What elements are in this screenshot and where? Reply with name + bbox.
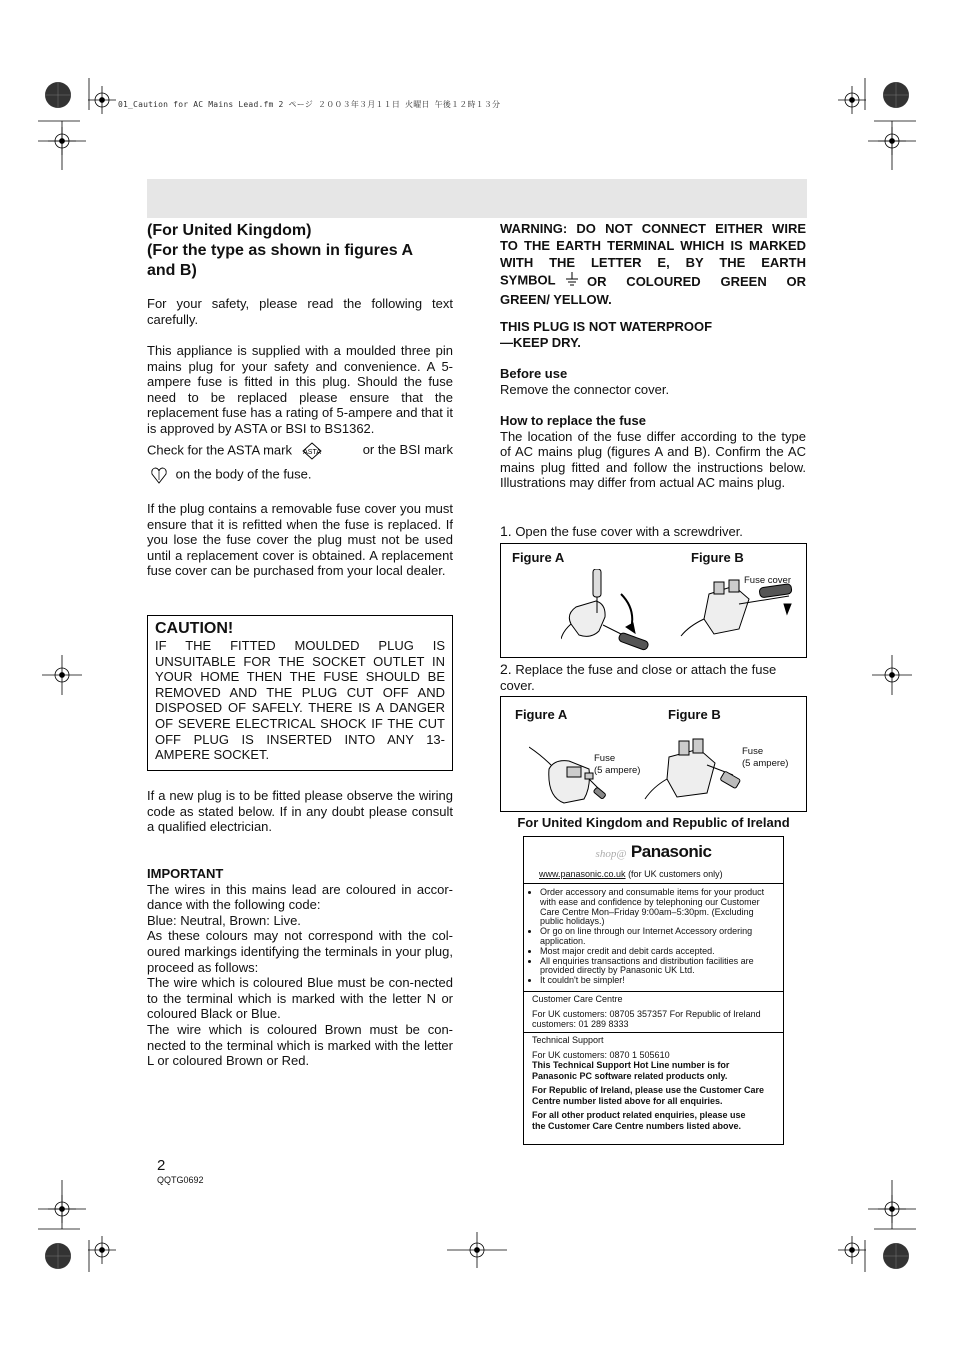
title-line: (For United Kingdom) [147,222,312,239]
shop-url-line [539,869,723,880]
shop-logo-prefix: shop@ [595,848,627,860]
file-header: 01_Caution for AC Mains Lead.fm 2 ページ ２００３年３月１１日 火曜日 午後１２時１３分 [118,100,501,109]
asta-check [147,442,453,460]
asta-check-mid: or the BSI mark [362,442,453,457]
caution-title: CAUTION! [155,620,234,637]
tech-bold-note: For all other product related enquiries, please use the Customer Care Centre numbers listed above. [532,1110,746,1131]
appliance-paragraph: This appliance is supplied with a moulded three pin mains plug for your safety and convenience. A 5-ampere fuse is fitted in this plug. Should the fuse need to be replaced please ensure that the replacement fuse has a rating of 5-ampere and that it is approved by ASTA or BSI to BS1362. [147,343,453,436]
asta-mark-icon [302,442,322,460]
shop-bullets-section [524,883,783,992]
document-code: QQTG0692 [157,1175,204,1185]
title-line: and B) [147,262,197,279]
shop-bullet: • It couldn't be simpler! [540,976,768,986]
warning-line: TO THE EARTH TERMINAL WHICH IS MARKED [500,238,806,253]
figure-box-open-cover [500,543,807,658]
important-text: As these colours may not correspond with the col-oured markings identifying the terminals in your plug, proceed as follows: [147,928,453,975]
care-heading: Customer Care Centre [532,994,623,1004]
figure-b-label: Figure B [668,707,721,722]
step-text: Replace the fuse and close or attach the fuse cover. [500,662,777,693]
fuse-label: Fuse [742,746,764,757]
technical-support-section [524,1032,783,1144]
step-text: Open the fuse cover with a screwdriver. [515,524,743,539]
svg-text:ASTA: ASTA [302,449,321,456]
plug-b-screwdriver-illustration [679,574,799,654]
figure-a-label: Figure A [512,550,565,565]
tech-heading: Technical Support [532,1035,604,1045]
replace-heading: How to replace the fuse [500,413,646,428]
important-text: The wire which is coloured Brown must be con-nected to the terminal which is marked with the letter L or coloured Brown or Red. [147,1021,453,1069]
figure-box-replace-fuse [500,696,807,812]
shop-url-note: (for UK customers only) [628,869,723,879]
caution-box [147,615,453,771]
page-number: 2 [157,1157,166,1174]
caution-text: IF THE FITTED MOULDED PLUG IS UNSUITABLE FOR THE SOCKET OUTLET IN YOUR HOME THEN THE FUSE SHOULD BE REMOVED AND THE PLUG CUT OFF AND DISPOSED OF SAFELY. THERE IS A DANGER OF SEVERE ELECTRICAL SHOCK IF THE CUT OFF PLUG IS INSERTED INTO ANY 13-AMPERE SOCKET. [155,638,445,763]
important-section [147,866,453,1069]
step-number: 1. [500,523,512,539]
safety-paragraph: For your safety, please read the following text carefully. [147,296,453,327]
important-text: The wires in this mains lead are coloured in accor-dance with the following code: [147,881,453,913]
tech-bold-note: This Technical Support Hot Line number is for Panasonic PC software related products only. [532,1060,730,1081]
fuse-rating: (5 ampere) [742,758,789,769]
before-use-heading: Before use [500,366,568,381]
header-band [147,179,807,218]
region-caption: For United Kingdom and Republic of Ireland [517,815,790,830]
important-text: Blue: Neutral, Brown: Live. [147,912,301,928]
warning-symbol-line [500,271,806,291]
warning-symbol-word: SYMBOL [500,272,556,288]
waterproof-line: —KEEP DRY. [500,334,581,350]
shop-panasonic-box [523,836,784,1145]
fuse-rating: (5 ampere) [594,765,641,776]
warning-line: GREEN/ YELLOW. [500,292,612,307]
customer-care-section [524,991,783,1032]
shop-bullet: • Most major credit and debit cards accepted. [540,947,768,957]
shop-bullet: • Order accessory and consumable items for your product with ease and confidence by telephoning our Customer Care Centre Mon–Friday 9:00am–5:30pm. (Excluding public holidays.) [540,888,768,927]
step-2 [500,662,806,693]
warning-line: WARNING: DO NOT CONNECT EITHER WIRE [500,221,806,236]
fuse-cover-label: Fuse cover [744,575,791,586]
shop-logo [524,842,783,862]
step-1 [500,524,806,540]
bsi-kitemark-icon [150,466,168,484]
bsi-line [150,466,453,484]
tech-bold-note: For Republic of Ireland, please use the Customer Care Centre number listed above for all enquiries. [532,1085,765,1106]
asta-check-pre: Check for the ASTA mark [147,442,292,458]
plug-b-fuse-illustration [641,735,751,807]
section-title [147,221,453,281]
important-heading: IMPORTANT [147,866,224,881]
warning-block [500,220,806,308]
waterproof-line: THIS PLUG IS NOT WATERPROOF [500,319,713,334]
new-plug-paragraph: If a new plug is to be fitted please observe the wiring code as stated below. If in any doubt please consult a qualified electrician. [147,788,453,835]
shop-bullet: • All enquiries transactions and distribution facilities are provided directly by Panasonic UK Ltd. [540,957,768,977]
title-line: (For the type as shown in figures A [147,242,414,259]
waterproof-note [500,319,806,350]
warning-after-symbol: OR COLOURED GREEN OR [587,273,806,289]
shop-logo-brand: Panasonic [630,842,712,861]
fuse-label: Fuse [594,753,616,764]
plug-a-fuse-illustration [529,739,644,809]
before-use-text: Remove the connector cover. [500,381,670,397]
care-text: For UK customers: 08705 357357 For Republic of Ireland customers: 01 289 8333 [532,1008,761,1029]
figure-b-label: Figure B [691,550,744,565]
replace-fuse [500,413,806,491]
shop-bullet: • Or go on line through our Internet Accessory ordering application. [540,927,768,947]
earth-symbol-icon [565,271,579,291]
step-number: 2. [500,661,512,677]
replace-text: The location of the fuse differ according to the type of AC mains plug (figures A and B). Confirm the AC mains plug fitted and follow the instructions below. Illustrations may differ from actual AC mains plug. [500,428,806,491]
fuse-cover-paragraph: If the plug contains a removable fuse cover you must ensure that it is refitted when the fuse is replaced. If you lose the fuse cover the plug must not be used until a replacement cover is obtained. A replacement fuse cover can be purchased from your local dealer. [147,501,453,579]
bsi-line-text: on the body of the fuse. [175,466,312,482]
figure-a-label: Figure A [515,707,568,722]
warning-line: WITH THE LETTER E, BY THE EARTH [500,255,806,270]
shop-url-link[interactable]: www.panasonic.co.uk [539,869,626,879]
before-use [500,366,806,397]
important-text: The wire which is coloured Blue must be con-nected to the terminal which is marked with the letter N or coloured Black or Blue. [147,975,453,1022]
tech-line: For UK customers: 0870 1 505610 [532,1049,670,1060]
plug-a-screwdriver-illustration [561,569,661,654]
